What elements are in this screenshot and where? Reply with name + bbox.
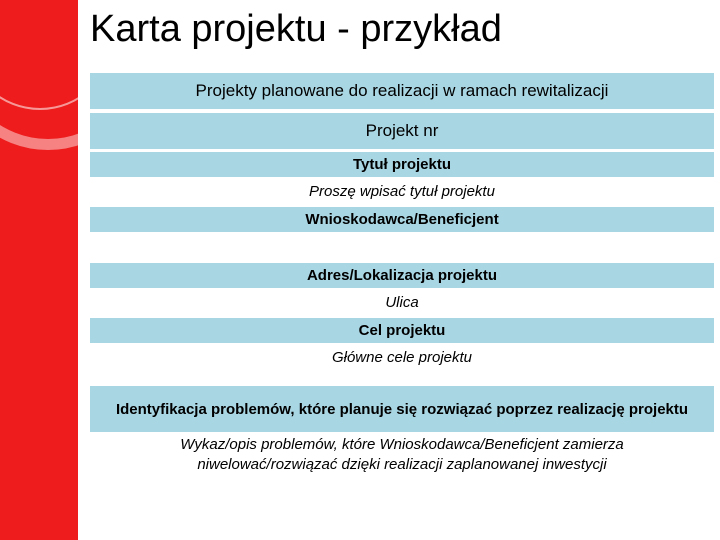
problems-label: Identyfikacja problemów, które planuje się rozwiązać poprzez realizację projektu (90, 386, 714, 432)
applicant-label: Wnioskodawca/Beneficjent (90, 207, 714, 232)
goal-label: Cel projektu (90, 318, 714, 343)
problems-description-value: Wykaz/opis problemów, które Wnioskodawca/Beneficjent zamierza niwelować/rozwiązać dzięki realizacji zaplanowanej inwestycji (90, 434, 714, 476)
red-side-bar (0, 0, 78, 540)
street-value: Ulica (90, 290, 714, 315)
project-number-header: Projekt nr (90, 113, 714, 149)
project-title-value: Proszę wpisać tytuł projektu (90, 179, 714, 204)
project-title-label: Tytuł projektu (90, 152, 714, 177)
slide-title: Karta projektu - przykład (90, 8, 502, 50)
main-goals-value: Główne cele projektu (90, 345, 714, 370)
projects-header: Projekty planowane do realizacji w ramach rewitalizacji (90, 73, 714, 109)
location-label: Adres/Lokalizacja projektu (90, 263, 714, 288)
